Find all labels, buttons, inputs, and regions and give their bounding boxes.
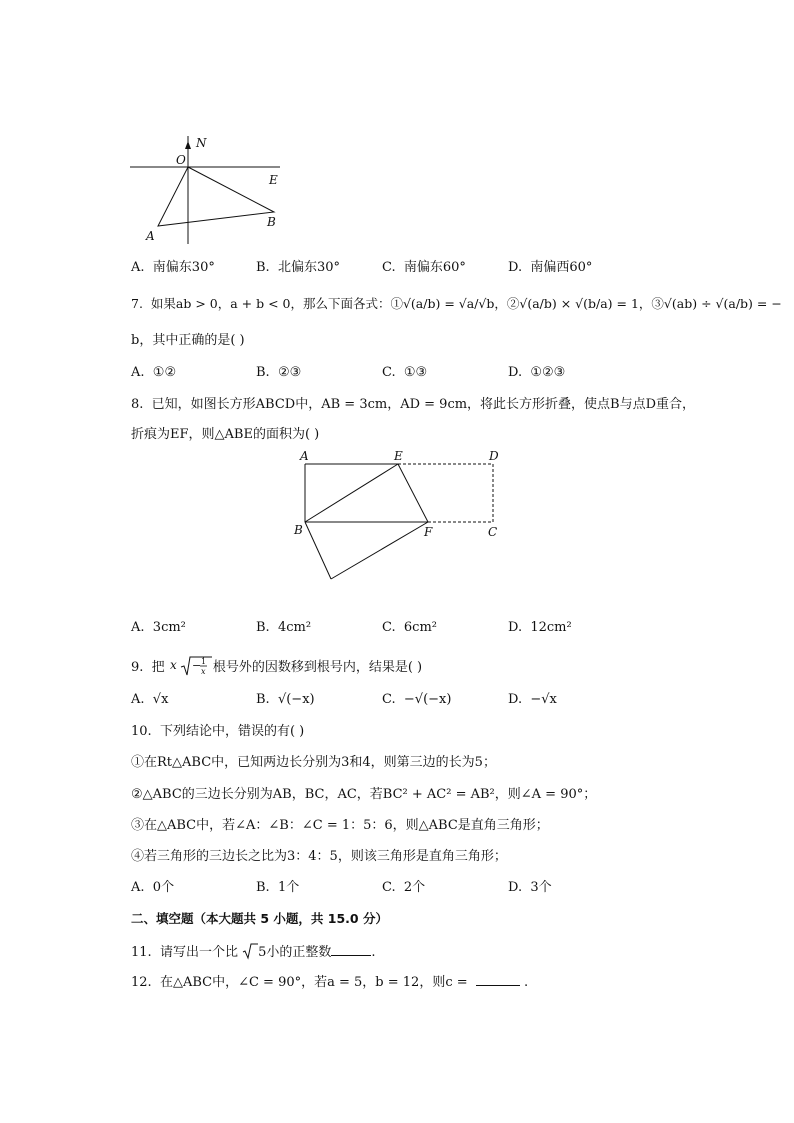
q7-option-c[interactable]: C. ①③ [382, 365, 428, 380]
q9-option-c[interactable]: C. −√(−x) [382, 692, 452, 707]
q10-stem: 10. 下列结论中，错误的有( ) [131, 724, 305, 739]
q9-radical-expression [169, 655, 213, 677]
q10-statement-3: ③在△ABC中，若∠A：∠B：∠C = 1：5：6，则△ABC是直角三角形； [131, 818, 549, 833]
svg-text:x: x [169, 658, 177, 672]
q10-option-a[interactable]: A. 0个 [131, 880, 175, 895]
q12-answer-blank[interactable] [476, 973, 520, 986]
svg-text:−: − [191, 659, 202, 672]
svg-text:1: 1 [200, 657, 206, 666]
q10-statement-4: ④若三角形的三边长之比为3：4：5，则该三角形是直角三角形； [131, 849, 507, 864]
rectangle-fold-figure [290, 446, 510, 584]
q8-option-a[interactable]: A. 3cm² [131, 620, 186, 635]
q6-option-a[interactable]: A. 南偏东30° [131, 260, 215, 275]
q10-statement-1: ①在Rt△ABC中，已知两边长分别为3和4，则第三边的长为5； [131, 755, 496, 770]
label-north: N [196, 136, 207, 150]
label-f: F [424, 525, 433, 539]
q10-option-d[interactable]: D. 3个 [508, 880, 552, 895]
q6-option-c[interactable]: C. 南偏东60° [382, 260, 466, 275]
label-c: C [488, 525, 498, 539]
q9-option-a[interactable]: A. √x [131, 692, 169, 707]
section-heading: 二、填空题（本大题共 5 小题，共 15.0 分） [131, 911, 388, 926]
label-east: E [269, 173, 278, 187]
q11-answer-blank[interactable] [331, 943, 371, 956]
q6-option-d[interactable]: D. 南偏西60° [508, 260, 593, 275]
q8-stem-line2: 折痕为EF，则△ABE的面积为( ) [131, 427, 320, 442]
svg-text:x: x [200, 667, 206, 676]
label-e: E [394, 449, 403, 463]
q8-stem-line1: 8. 已知，如图长方形ABCD中，AB = 3cm，AD = 9cm，将此长方形折叠，使点B与点D重合， [131, 397, 696, 412]
q7-stem-line2: b，其中正确的是( ) [131, 333, 245, 348]
q9-stem: 9. 把 x − 1 x 根号外的因数移到根号内，结果是( ) [131, 657, 423, 676]
q7-option-d[interactable]: D. ①②③ [508, 365, 566, 380]
q9-option-b[interactable]: B. √(−x) [256, 692, 315, 707]
q10-option-b[interactable]: B. 1个 [256, 880, 300, 895]
label-a: A [146, 229, 155, 243]
compass-figure [130, 134, 290, 246]
label-a: A [300, 449, 309, 463]
q7-option-b[interactable]: B. ②③ [256, 365, 302, 380]
q8-option-b[interactable]: B. 4cm² [256, 620, 312, 635]
q7-stem-line1: 7. 如果ab > 0，a + b < 0，那么下面各式：①√(a/b) = √a/√b，②√(a/b) × √(b/a) = 1，③√(ab) ÷ √(a/b) = − [131, 296, 782, 311]
q11-sqrt-symbol [242, 942, 258, 960]
label-b: B [267, 215, 276, 229]
q11-stem: 11. 请写出一个比 5小的正整数 . [131, 942, 376, 962]
q12-stem: 12. 在△ABC中，∠C = 90°，若a = 5，b = 12，则c = . [131, 975, 529, 990]
q10-statement-2: ②△ABC的三边长分别为AB，BC，AC，若BC² + AC² = AB²，则∠A = 90°； [131, 787, 597, 802]
q8-option-d[interactable]: D. 12cm² [508, 620, 572, 635]
label-origin: O [176, 153, 186, 167]
label-d: D [489, 449, 499, 463]
q9-option-d[interactable]: D. −√x [508, 692, 557, 707]
q7-option-a[interactable]: A. ①② [131, 365, 177, 380]
label-b: B [294, 523, 303, 537]
q6-option-b[interactable]: B. 北偏东30° [256, 260, 340, 275]
q8-option-c[interactable]: C. 6cm² [382, 620, 437, 635]
q10-option-c[interactable]: C. 2个 [382, 880, 426, 895]
